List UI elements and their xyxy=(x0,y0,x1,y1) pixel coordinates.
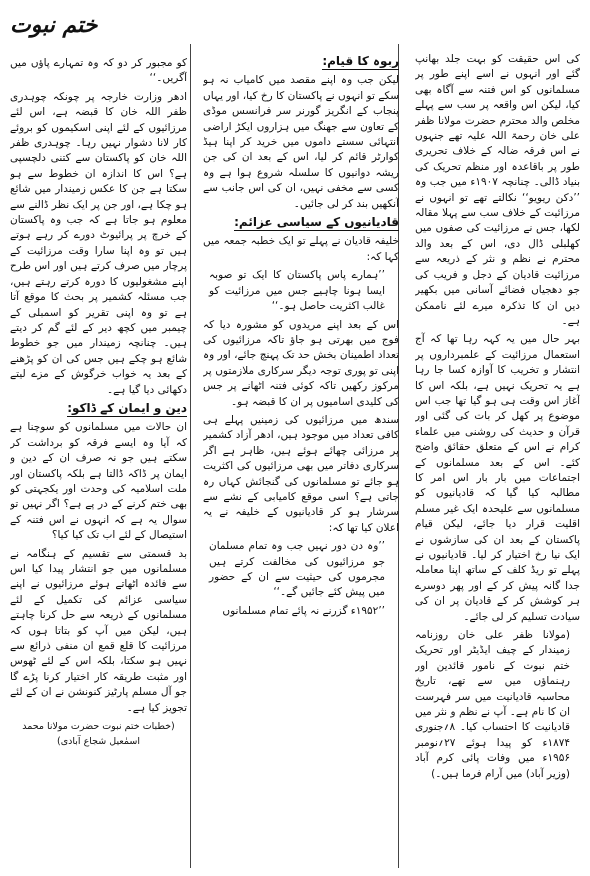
paragraph: بہر حال میں یہ کہہ رہا تھا کہ آج استعمال مرزائیت کے علمبرداروں پر انتشار و تخریب کا آوازہ کسا جا رہا ہے یہ تحریک نہیں ہے، بلکہ اس کا آغاز اس وقت ہی ہو گیا تھا جب اس موضوع پر کھل کر بات کی گئی اور قرآن و حدیث کی روشنی میں علماء کرام نے اس کے متعلق حقائق واضح کئے۔ اس کے بعد مسلمانوں کے اجتماعات میں بار بار اس امر کا مطالبہ کیا گیا کہ قادیانیوں کو مسلمانوں سے علیحدہ ایک غیر مسلم اقلیت قرار دیا جائے، لیکن قیام پاکستان کے بعد ان کی سازشوں نے ایک نیا رخ اختیار کر لیا۔ قادیانیوں نے پہلے تو ریڈ کلف کے ساتھ اپنا معاملہ جدا گانہ پیش کر کے اور پھر دوسرے ہر کوشش کر کے قادیان پر ان کی سیادت تسلیم کر لی جائے۔ xyxy=(415,333,580,623)
paragraph: کو مجبور کر دو کہ وہ تمہارے پاؤں میں آگریں۔‘‘ xyxy=(10,57,187,85)
heading-text: دین و ایمان کے ڈاکو: xyxy=(67,400,187,415)
source-byline: (خطبات ختم نبوت حضرت مولانا محمد اسمٰعیل شجاع آبادی) xyxy=(22,721,175,748)
paragraph: ادھر وزارت خارجہ پر چونکہ چوہدری ظفر اللہ خان کا قبضہ ہے، اس لئے مرزائیوں کے لئے اپنی اسکیموں کو بروئے کار لانا دشوار نہیں رہا۔ چوہدری ظفر اللہ خان کو پاکستان سے کتنی دلچسپی ہے؟ اس کا اندازہ ان خطوط سے ہو سکتا ہے جن کا عکس زمیندار میں شائع ہو چکا ہے، اور جن پر ایک نظر ڈالنے سے معلوم ہو جاتا ہے کہ جب وہ پاکستان کے خرچ پر پرائیوٹ دورے کر رہے ہوتے ہیں تو وہ اپنا سارا وقت مرزائیت کے پرچار میں صرف کرتے ہیں اور اس طرح اپنے مشغولیوں کا دورہ کرتے رہتے ہیں، جب مسئلہ کشمیر پر بحث کا موقع آتا ہے تو وہ اپنی تقریر کو اسمبلی کے چیمبر میں کچھ دیر کے لئے گم کر دیتے ہیں۔ چنانچہ زمیندار میں جو خطوط شائع ہو چکے ہیں جس کی ان کو پڑھنے کے بعد یہ خواب خرگوش کے مزے لیتے دکھائی دیا گیا ہے۔ xyxy=(10,90,187,396)
block-quote: ’’وہ دن دور نہیں جب وہ تمام مسلمان جو مرزائیوں کی مخالفت کرتے ہیں مجرموں کی حیثیت سے ان کے حضور میں پیش کئے جائیں گے۔‘‘ xyxy=(209,540,385,599)
column-divider-left xyxy=(190,44,191,868)
paragraph: بد قسمتی سے تقسیم کے ہنگامہ نے مسلمانوں میں جو انتشار پیدا کیا اس سے فائدہ اٹھاتے ہوئے مرزائیوں نے اپنے سیاسی عزائم کی تکمیل کے لئے مسلمانوں کے ذریعہ سے حل کرنا چاہتے ہیں، لیکن میں آپ کو بتاتا ہوں کہ مرزائیت کا قلع قمع ان منفی ذرائع سے نہیں ہو سکتا، بلکہ اس کے لئے ٹھوس اور مثبت طریقہ کار اختیار کرنا پڑے گا جو آل مسلم پارٹیز کنونشن نے ان کے لئے تجویز کیا ہے۔ xyxy=(10,547,187,714)
paragraph: سندھ میں مرزائیوں کی زمینیں پہلے ہی کافی تعداد میں موجود ہیں، ادھر آزاد کشمیر پر مرزائی چھائے ہوئے ہیں، ظاہر ہے اگر سرکاری دفاتر میں بھی مرزائیوں کی اکثریت ہو جائے تو مسلمانوں کی گنجائش کہاں رہ جاتی ہے؟ اسی موقع کامیابی کے نشے سے سرشار ہو کر قادیانیوں کے خلیفہ نے یہ اعلان کیا تھا کہ: xyxy=(203,413,399,534)
section-heading xyxy=(203,54,399,69)
paragraph: اس کے بعد اپنے مریدوں کو مشورہ دیا کہ فوج میں بھرتی ہو جاؤ تاکہ مرزائیوں کی تعداد اطمینان بخش حد تک پہنچ جائے، اور وہ اپنی تو پوری توجہ دیگر سرکاری ملازمتوں پر مرکوز رکھیں تاکہ کوئی فتنہ اٹھانے پر جس کی کلیدی اسامیوں پر ان کا قبضہ ہو۔ xyxy=(203,318,399,408)
column-right xyxy=(415,52,580,870)
heading-text: قادیانیوں کے سیاسی عزائم: xyxy=(234,215,399,230)
paragraph: خلیفہ قادیان نے پہلے تو ایک خطبہ جمعہ میں کہا کہ: xyxy=(203,235,399,263)
masthead-logo: ختم نبوت xyxy=(10,12,98,38)
section-heading xyxy=(203,215,399,230)
block-quote: ’’ہمارے پاس پاکستان کا ایک تو صوبہ ایسا ہونا چاہیے جس میں مرزائیت کو غالب اکثریت حاصل ہو۔‘‘ xyxy=(209,269,385,313)
column-middle xyxy=(203,52,399,870)
paragraph: کی اس حقیقت کو بہت جلد بھانپ گئے اور انہوں نے اسے اپنے طور پر مسلمانوں کو اس فتنہ سے آگاہ بھی کیا، لیکن اس واقعہ پر سب سے پہلے مخلص والد محترم حضرت مولانا ظفر علی خان رحمۃ اللہ علیہ تھے جنہوں نے اس فرقہ ضالہ کے خلاف تحریری طور پر باقاعدہ اور منظم تحریک کی بنیاد ڈالی۔ چنانچہ ۱۹۰۷ء میں جب وہ ’’دکن ریویو‘‘ نکالتے تھے تو انہوں نے مرزائیت کے خلاف سب سے پہلا مقالہ لکھا، جس نے مرزائیت کی صفوں میں کھلبلی ڈال دی، اس کے بعد والد محترم نے نظم و نثر کے ذریعہ سے مرزائیت قادیان کے دجل و فریب کی جو دھجیاں فضائے آسانی میں بکھیر دیں ان کا تذکرہ میرے لئے ناممکن ہے۔ xyxy=(415,53,580,327)
author-note: (مولانا ظفر علی خان روزنامہ زمیندار کے چیف ایڈیٹر اور تحریک ختم نبوت کے نامور قائدین اور رہنماؤں میں سے تھے، تاریخ محاسبہ قادیانیت میں سر فہرست ان کا نام ہے۔ آپ نے نظم و نثر میں قادیانیت کا احتساب کیا۔ ۸؍جنوری ۱۸۷۴ء کو پیدا ہوئے ۲۷؍نومبر ۱۹۵۶ء میں وفات پائی کرم آباد (وزیر آباد) میں آرام فرما ہیں۔) xyxy=(415,629,570,780)
block-quote: ’’۱۹۵۲ء گزرنے نہ پائے تمام مسلمانوں xyxy=(222,604,385,617)
column-left xyxy=(10,56,187,870)
section-heading xyxy=(10,401,187,416)
paragraph: لیکن جب وہ اپنے مقصد میں کامیاب نہ ہو سکے تو انہوں نے پاکستان کا رخ کیا، اور یہاں پنجاب کے انگریز گورنر سر فرانسس موڈی کے تعاون سے جھنگ میں ہزاروں ایکڑ اراضی انتہائی سستے داموں میں خرید کر اپنا ہیڈ کوارٹر قائم کر لیا، اس کے بعد ان کی جن ریشہ دوانیوں کا سلسلہ شروع ہوا ہے وہ کسی سے مخفی نہیں، ان کی اس جانب سے آنکھیں بند کر لی جائیں۔ xyxy=(203,74,399,210)
paragraph: ان حالات میں مسلمانوں کو سوچنا ہے کہ آیا وہ ایسے فرقہ کو برداشت کر سکتے ہیں جو نہ صرف ان کے دین و ایمان پر ڈاکہ ڈالتا ہے بلکہ پاکستان اور ملت اسلامیہ کی وحدت اور یکجہتی کو بھی ختم کرنے کے در پے ہے؟ اگر نہیں تو سوال یہ ہے کہ انہوں نے اس فتنہ کے استیصال کے لئے اب تک کیا کیا؟ xyxy=(10,421,187,542)
heading-text: ربوہ کا قیام: xyxy=(322,54,399,68)
